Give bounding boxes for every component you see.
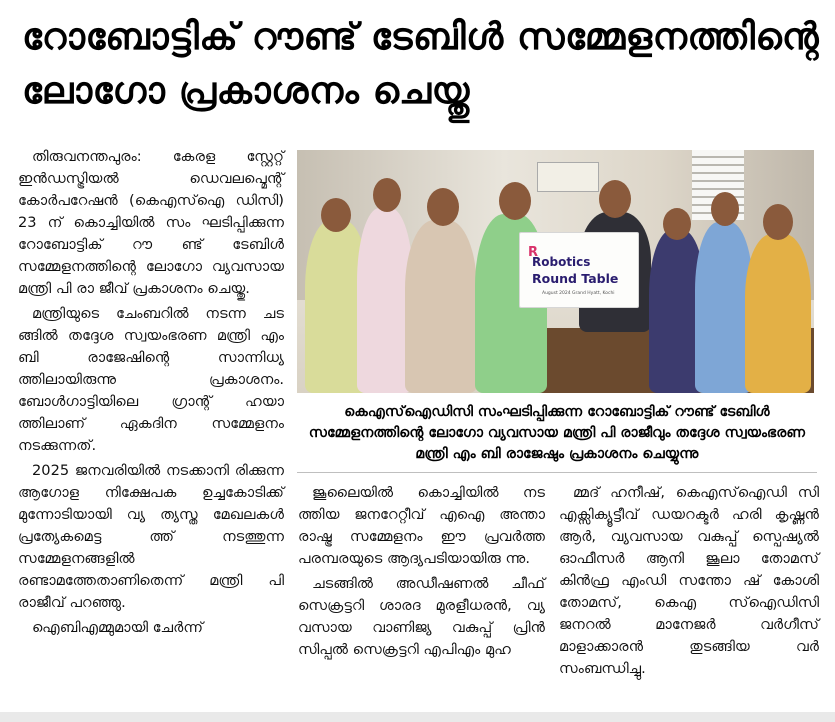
person-head bbox=[711, 192, 739, 226]
person-head bbox=[427, 188, 459, 226]
article-headline bbox=[22, 10, 822, 118]
paragraph: ചടങ്ങിൽ അഡീഷണൽ ചീഫ് സെക്രട്ടറി ശാരദ മുരളീധരൻ, വ്യ വസായ വാണിജ്യ വകുപ്പ് പ്രിൻ സിപ്പൽ സെക്രട്ടറി എപിഎം മുഹ bbox=[298, 575, 545, 658]
article-column-right bbox=[559, 482, 819, 680]
paragraph: 2025 ജനവരിയിൽ നടക്കാനി രിക്കുന്ന ആഗോള നിക്ഷേപക ഉച്ചകോടിക്ക് മുന്നോടിയായി വ്യ ത്യസ്ത മേഖലകൾ പ്രത്യേകമെട്ട ത്ത് നടത്തുന്ന സമ്മേളനങ്ങളിൽ രണ്ടാമത്തേതാണിതെന്ന് മന്ത്രി പി രാജീവ് പറഞ്ഞു. bbox=[18, 462, 284, 611]
person-figure bbox=[745, 234, 811, 393]
paragraph: തിരുവനന്തപുരം: കേരള സ്റ്റേറ്റ് ഇൻഡസ്ട്രിയൽ ഡെവലപ്മെന്റ് കോർപറേഷൻ (കെഎസ്ഐ ഡിസി) 23 ന് കൊച്ചിയിൽ സം ഘടിപ്പിക്കുന്ന റോബോട്ടിക് റൗ ണ്ട് ടേബിൾ സമ്മേളനത്തിന്റെ ലോഗോ വ്യവസായ മന്ത്രി പി രാ ജീവ് പ്രകാശനം ചെയ്തു. bbox=[18, 148, 284, 297]
person-head bbox=[599, 180, 631, 218]
article-column-middle bbox=[298, 482, 545, 661]
person-head bbox=[321, 198, 351, 232]
logo-title-line-1: Robotics bbox=[532, 255, 591, 269]
page-bottom-band bbox=[0, 712, 835, 722]
news-photo bbox=[297, 150, 814, 393]
photo-wall-board bbox=[537, 162, 599, 192]
paragraph: ജൂലൈയിൽ കൊച്ചിയിൽ നട ത്തിയ ജനറേറ്റീവ് എഐ അന്താ രാഷ്ട്ര സമ്മേളനം ഈ പ്രവർത്ത പരമ്പരയുടെ ആദ്യപടിയായിരു ന്നു. bbox=[298, 484, 545, 567]
logo-title-line-2: Round Table bbox=[532, 271, 619, 286]
photo-caption: കെഎസ്ഐഡിസി സംഘടിപ്പിക്കുന്ന റോബോട്ടിക് റൗണ്ട് ടേബിൾ സമ്മേളനത്തിന്റെ ലോഗോ വ്യവസായ മന്ത്രി പി രാജീവും തദ്ദേശ സ്വയംഭരണ മന്ത്രി എം ബി രാജേഷും പ്രകാശനം ചെയ്യുന്നു bbox=[308, 404, 806, 462]
article-column-left bbox=[18, 146, 284, 639]
caption-divider bbox=[297, 472, 817, 473]
robot-logo-icon: R bbox=[528, 245, 539, 260]
robotics-round-table-logo-card bbox=[519, 232, 639, 308]
paragraph: മന്ത്രിയുടെ ചേംബറിൽ നടന്ന ചട ങ്ങിൽ തദ്ദേശ സ്വയംഭരണ മന്ത്രി എം ബി രാജേഷിന്റെ സാന്നിധ്യ ത്തിലായിരുന്നു പ്രകാശനം. ബോൾഗാട്ടിയിലെ ഗ്രാന്റ് ഹയാ ത്തിലാണ് ഏകദിന സമ്മേളനം നടക്കുന്നത്. bbox=[18, 305, 284, 454]
person-head bbox=[499, 182, 531, 220]
logo-subtitle: August 2024 Grand Hyatt, Kochi bbox=[542, 291, 615, 296]
person-head bbox=[663, 208, 691, 240]
headline-line-2: ലോഗോ പ്രകാശനം ചെയ്തു bbox=[22, 69, 470, 112]
person-head bbox=[763, 204, 793, 240]
paragraph: ഐബിഎമ്മുമായി ചേർന്ന് bbox=[32, 619, 204, 636]
person-figure bbox=[405, 220, 477, 393]
headline-line-1: റോബോട്ടിക് റൗണ്ട് ടേബിൾ സമ്മേളനത്തിന്റെ bbox=[22, 15, 820, 58]
paragraph: മ്മദ് ഹനീഷ്, കെഎസ്ഐഡി സി എക്സിക്യൂട്ടീവ് ഡയറക്ടർ ഹരി കൃഷ്ണൻ ആർ, വ്യവസായ വകുപ്പ് സ്പെഷ്യൽ ഓഫീസർ ആനി ജൂലാ തോമസ് കിൻഫ്ര എംഡി സന്തോ ഷ് കോശി തോമസ്, കെഎ സ്ഐഡിസി ജനറൽ മാനേജർ വർഗീസ് മാളാക്കാരൻ തുടങ്ങിയ വർ സംബന്ധിച്ചു. bbox=[559, 484, 819, 677]
person-head bbox=[373, 178, 401, 212]
